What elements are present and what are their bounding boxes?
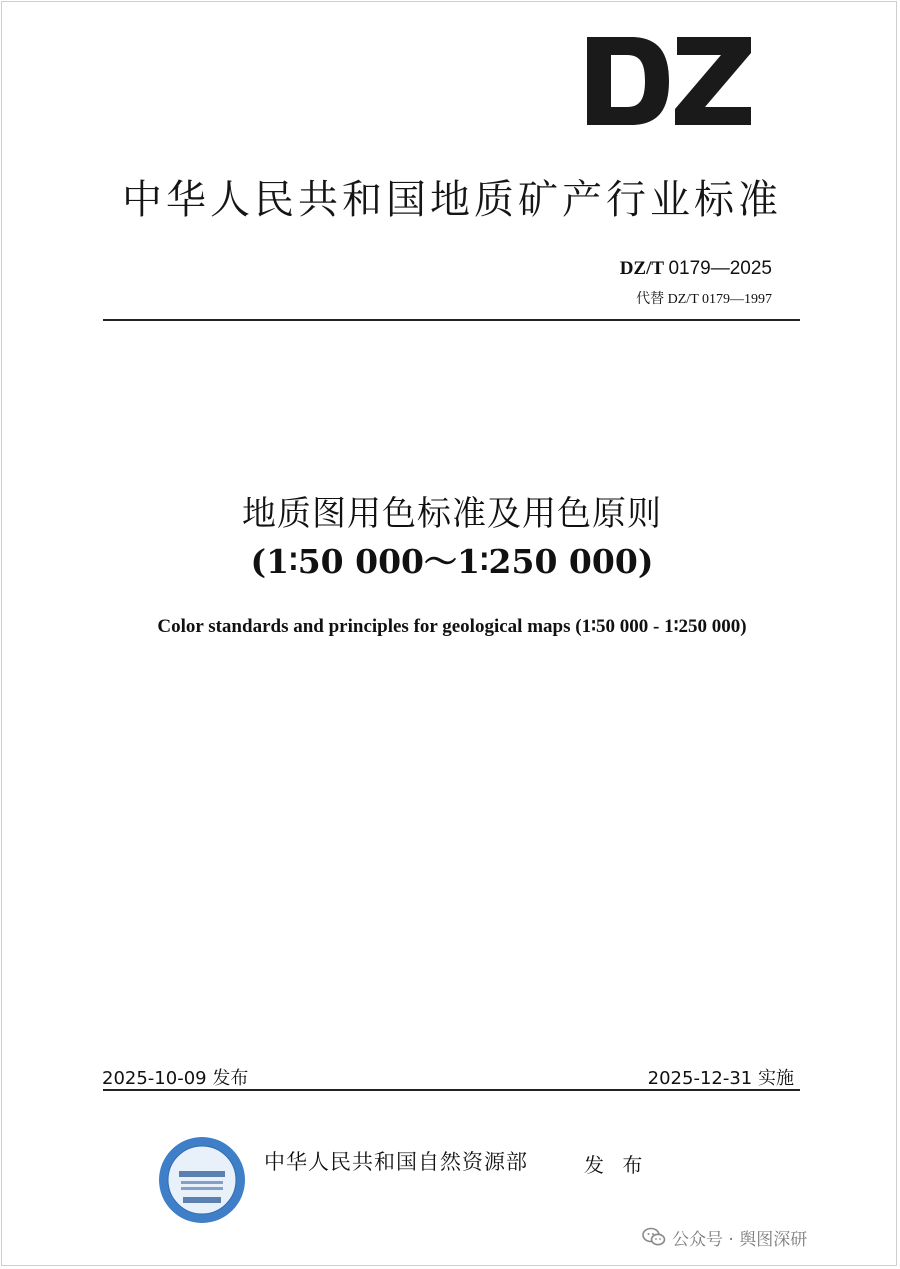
dz-logo xyxy=(585,35,753,127)
standard-title: 中华人民共和国地质矿产行业标准 xyxy=(122,177,782,223)
code-number: 0179—2025 xyxy=(668,258,772,279)
publish-label: 发 布 xyxy=(584,1153,649,1177)
issue-date: 2025-10-09 发布 xyxy=(102,1068,249,1089)
wechat-icon xyxy=(642,1227,666,1247)
watermark xyxy=(642,1223,807,1251)
implementation-date: 2025-12-31 实施 xyxy=(647,1068,794,1089)
replaces-code: 代替 DZ/T 0179—1997 xyxy=(636,292,772,307)
code-prefix: DZ/T xyxy=(619,258,664,279)
watermark-text: 公众号 · 舆图深研 xyxy=(672,1229,808,1250)
document-title-english: Color standards and principles for geological maps (1∶50 000 - 1∶250 000) xyxy=(157,616,747,637)
document-scale: (1∶50 000～1∶250 000) xyxy=(250,542,654,581)
document-title: 地质图用色标准及用色原则 xyxy=(242,494,662,534)
header-divider xyxy=(103,319,800,321)
document-page xyxy=(1,1,897,1266)
standard-code xyxy=(620,258,772,280)
footer-divider xyxy=(103,1089,800,1091)
publisher-name: 中华人民共和国自然资源部 xyxy=(264,1150,528,1174)
publisher-seal xyxy=(157,1135,247,1225)
